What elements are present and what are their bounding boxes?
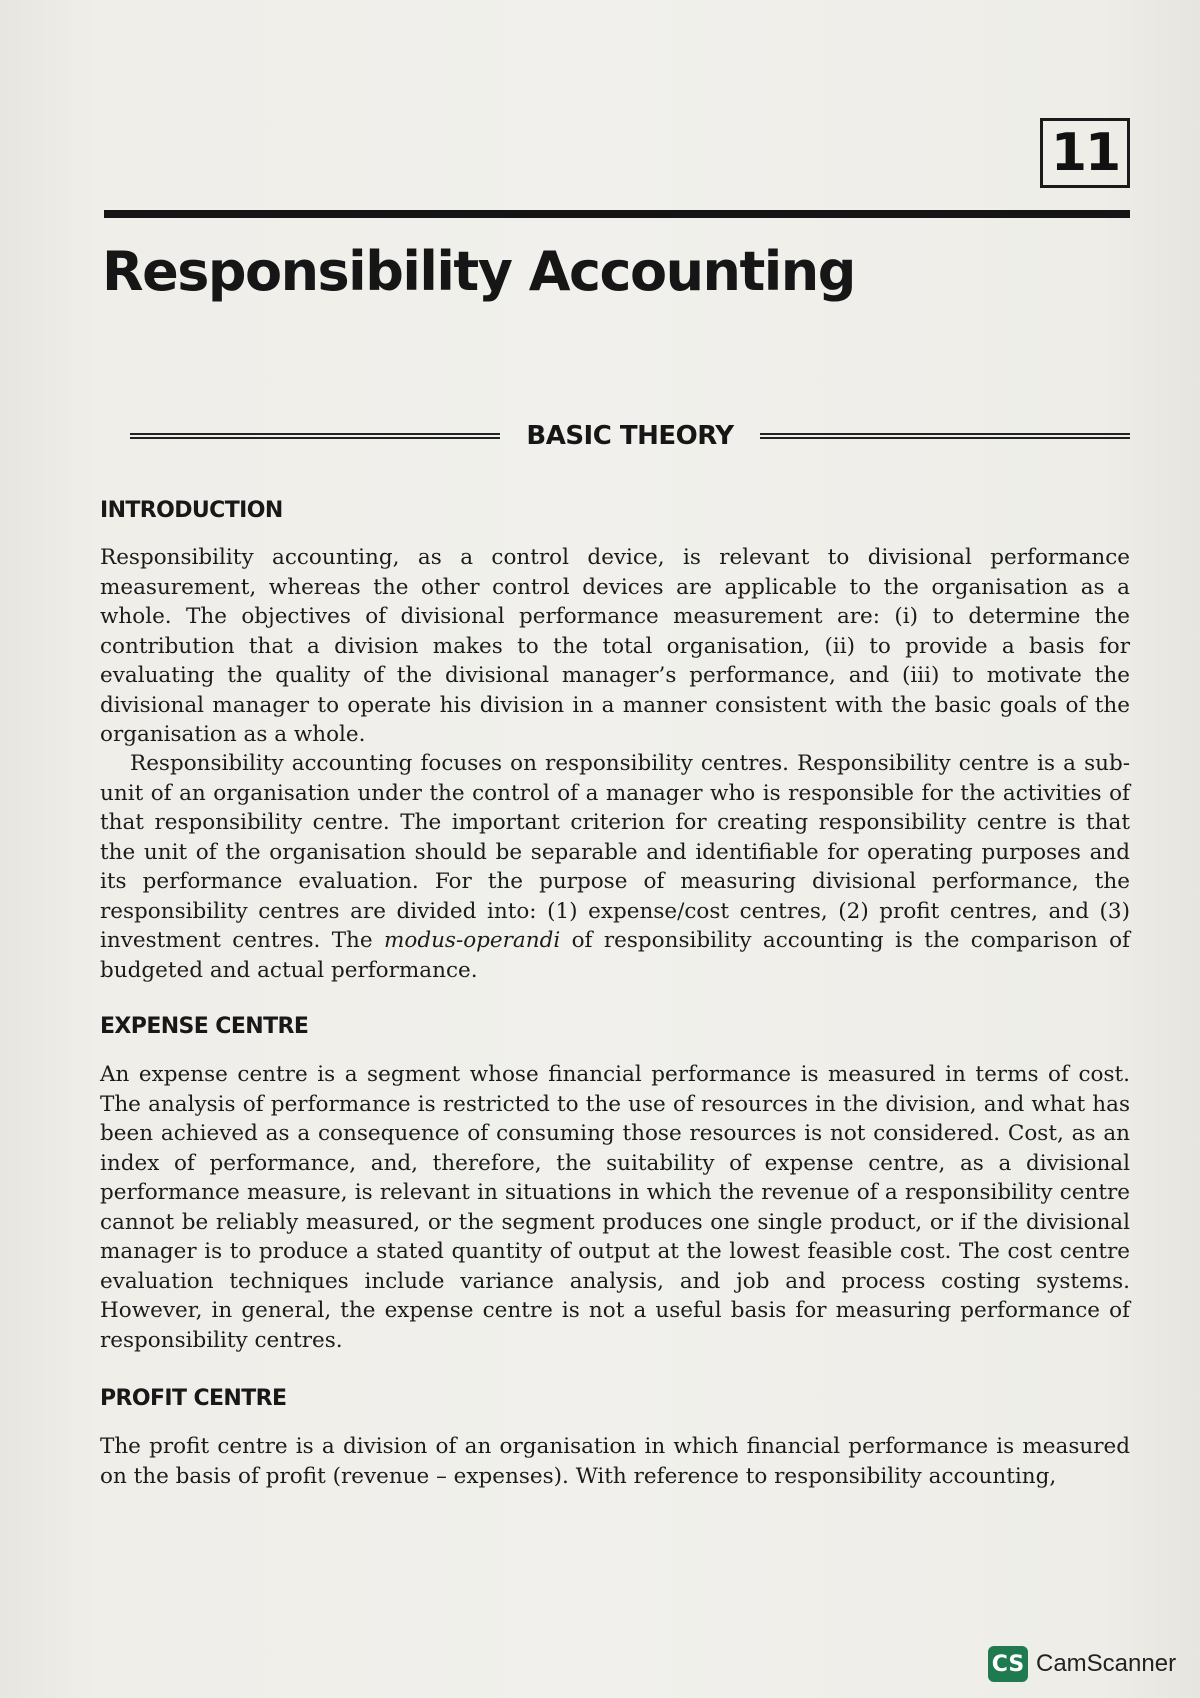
banner-rule-left <box>130 433 500 439</box>
section-title: BASIC THEORY <box>526 421 734 451</box>
profit-centre-paragraph: The profit centre is a division of an organisation in which financial performance is measured on the basis of profit (revenue – expenses). With reference to responsibility accounting, <box>100 1434 1130 1489</box>
chapter-top-rule <box>104 210 1130 218</box>
introduction-heading: INTRODUCTION <box>100 498 283 523</box>
chapter-title: Responsibility Accounting <box>102 240 855 303</box>
section-banner <box>130 418 1130 454</box>
camscanner-watermark <box>988 1646 1176 1682</box>
banner-rule-right <box>760 433 1130 439</box>
profit-centre-heading: PROFIT CENTRE <box>100 1386 287 1411</box>
modus-operandi-emphasis: modus-operandi <box>383 928 561 953</box>
chapter-number: 11 <box>1050 123 1120 183</box>
introduction-paragraph-2: Responsibility accounting focuses on responsibility centres. Responsibility centre is a sub-unit of an organisation under the control of a manager who is responsible for the activities of that responsibility centre. The important criterion for creating responsibility centre is that the unit of the organisation should be separable and identifiable for operating purposes and its performance evaluation. For the purpose of measuring divisional performance, the responsibility centres are divided into: (1) expense/cost centres, (2) profit centres, and (3) investment centres. The modus-operandi of responsibility accounting is the comparison of budgeted and actual performance. <box>100 751 1130 983</box>
introduction-paragraph-1: Responsibility accounting, as a control device, is relevant to divisional performance measurement, whereas the other control devices are applicable to the organisation as a whole. The objectives of divisional performance measurement are: (i) to determine the contribution that a division makes to the total organisation, (ii) to provide a basis for evaluating the quality of the divisional manager’s performance, and (iii) to motivate the divisional manager to operate his division in a manner consistent with the basic goals of the organisation as a whole. <box>100 545 1130 747</box>
camscanner-label: CamScanner <box>1036 1650 1177 1677</box>
chapter-number-box <box>1040 118 1130 188</box>
expense-centre-paragraph: An expense centre is a segment whose financial performance is measured in terms of cost. The analysis of performance is restricted to the use of resources in the division, and what has been achieved as a consequence of consuming those resources is not considered. Cost, as an index of performance, and, therefore, the suitability of expense centre, as a divisional performance measure, is relevant in situations in which the revenue of a responsibility centre cannot be reliably measured, or the segment produces one single product, or if the divisional manager is to produce a stated quantity of output at the lowest feasible cost. The cost centre evaluation techniques include variance analysis, and job and process costing systems. However, in general, the expense centre is not a useful basis for measuring performance of responsibility centres. <box>100 1062 1130 1353</box>
expense-centre-heading: EXPENSE CENTRE <box>100 1014 309 1039</box>
camscanner-logo-icon: CS <box>988 1646 1028 1682</box>
